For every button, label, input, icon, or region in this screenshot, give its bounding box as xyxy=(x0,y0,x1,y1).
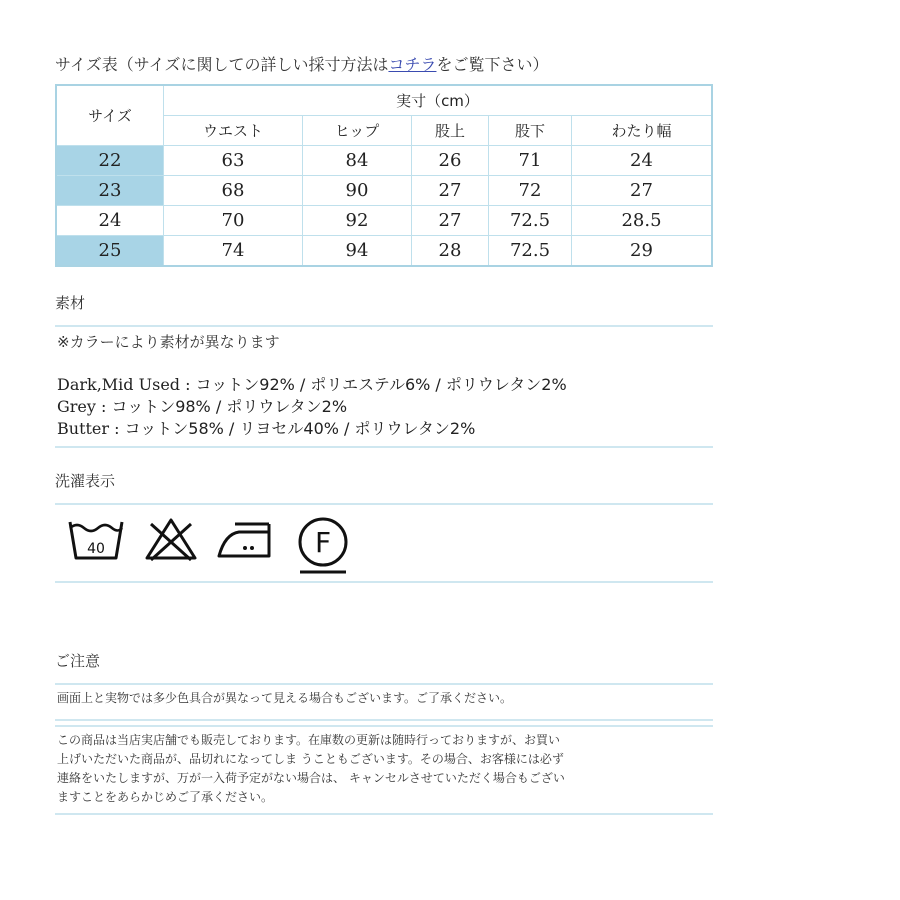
material-color-label: Grey : xyxy=(57,397,107,416)
table-cell: 70 xyxy=(164,206,303,236)
col-inseam: 股下 xyxy=(489,116,572,146)
table-cell: 28.5 xyxy=(572,206,713,236)
measurement-guide-link[interactable]: コチラ xyxy=(388,55,437,74)
material-composition: コットン92% / ポリエステル6% / ポリウレタン2% xyxy=(190,375,567,394)
care-heading: 洗濯表示 xyxy=(55,472,116,490)
wash-40-icon xyxy=(67,514,125,564)
size-title-suffix: をご覧下さい） xyxy=(436,55,549,74)
table-cell: 68 xyxy=(164,176,303,206)
divider xyxy=(55,581,713,583)
material-note: ※カラーにより素材が異なります xyxy=(57,333,280,351)
table-cell: 24 xyxy=(572,146,713,176)
no-bleach-icon xyxy=(143,514,199,564)
measure-header: 実寸（cm） xyxy=(164,85,713,116)
size-chart-title xyxy=(55,52,548,75)
col-hip: ヒップ xyxy=(303,116,412,146)
table-cell: 27 xyxy=(572,176,713,206)
size-cell: 25 xyxy=(56,236,164,267)
material-color-label: Butter : xyxy=(57,419,120,438)
notice-stock-text xyxy=(57,731,713,807)
table-cell: 84 xyxy=(303,146,412,176)
material-line xyxy=(57,374,567,396)
col-waist: ウエスト xyxy=(164,116,303,146)
material-line xyxy=(57,396,347,418)
divider xyxy=(55,725,713,727)
notice-color-text: 画面上と実物では多少色具合が異なって見える場合もございます。ご了承ください。 xyxy=(57,691,513,705)
table-cell: 90 xyxy=(303,176,412,206)
divider xyxy=(55,683,713,685)
divider xyxy=(55,325,713,327)
divider xyxy=(55,813,713,815)
dry-clean-f-icon xyxy=(295,514,353,576)
dry-clean-letter: F xyxy=(314,526,332,559)
col-thigh: わたり幅 xyxy=(572,116,713,146)
table-cell: 29 xyxy=(572,236,713,267)
table-cell: 92 xyxy=(303,206,412,236)
size-cell: 24 xyxy=(56,206,164,236)
table-row xyxy=(56,206,712,236)
divider xyxy=(55,446,713,448)
material-line xyxy=(57,418,475,440)
material-heading: 素材 xyxy=(55,294,86,312)
size-column-header: サイズ xyxy=(56,85,164,146)
size-title-prefix: サイズ表（サイズに関しての詳しい採寸方法は xyxy=(55,55,389,74)
material-color-label: Dark,Mid Used : xyxy=(57,375,191,394)
table-cell: 27 xyxy=(412,176,489,206)
notice-line: この商品は当店実店舗でも販売しております。在庫数の更新は随時行っておりますが、お買い xyxy=(57,733,561,747)
material-composition: コットン58% / リヨセル40% / ポリウレタン2% xyxy=(119,419,476,438)
size-cell: 22 xyxy=(56,146,164,176)
col-rise: 股上 xyxy=(412,116,489,146)
table-cell: 72.5 xyxy=(489,236,572,267)
table-cell: 63 xyxy=(164,146,303,176)
material-composition: コットン98% / ポリウレタン2% xyxy=(106,397,348,416)
table-row xyxy=(56,176,712,206)
notice-line: ますことをあらかじめご了承ください。 xyxy=(57,790,274,804)
table-cell: 27 xyxy=(412,206,489,236)
notice-line: 上げいただいた商品が、品切れになってしま うこともございます。その場合、お客様には必ず xyxy=(57,752,564,766)
size-cell: 23 xyxy=(56,176,164,206)
table-row xyxy=(56,146,712,176)
table-cell: 26 xyxy=(412,146,489,176)
table-cell: 94 xyxy=(303,236,412,267)
divider xyxy=(55,719,713,721)
notice-heading: ご注意 xyxy=(55,652,101,670)
table-cell: 72 xyxy=(489,176,572,206)
table-cell: 28 xyxy=(412,236,489,267)
table-cell: 71 xyxy=(489,146,572,176)
wash-temp-text: 40 xyxy=(87,541,105,557)
divider xyxy=(55,503,713,505)
table-row xyxy=(56,236,712,267)
table-cell: 74 xyxy=(164,236,303,267)
size-table-header-row xyxy=(56,85,712,116)
notice-line: 連絡をいたしますが、万が一入荷予定がない場合は、 キャンセルさせていただく場合もござい xyxy=(57,771,565,785)
size-table xyxy=(55,84,713,267)
iron-low-icon xyxy=(215,514,275,564)
table-cell: 72.5 xyxy=(489,206,572,236)
